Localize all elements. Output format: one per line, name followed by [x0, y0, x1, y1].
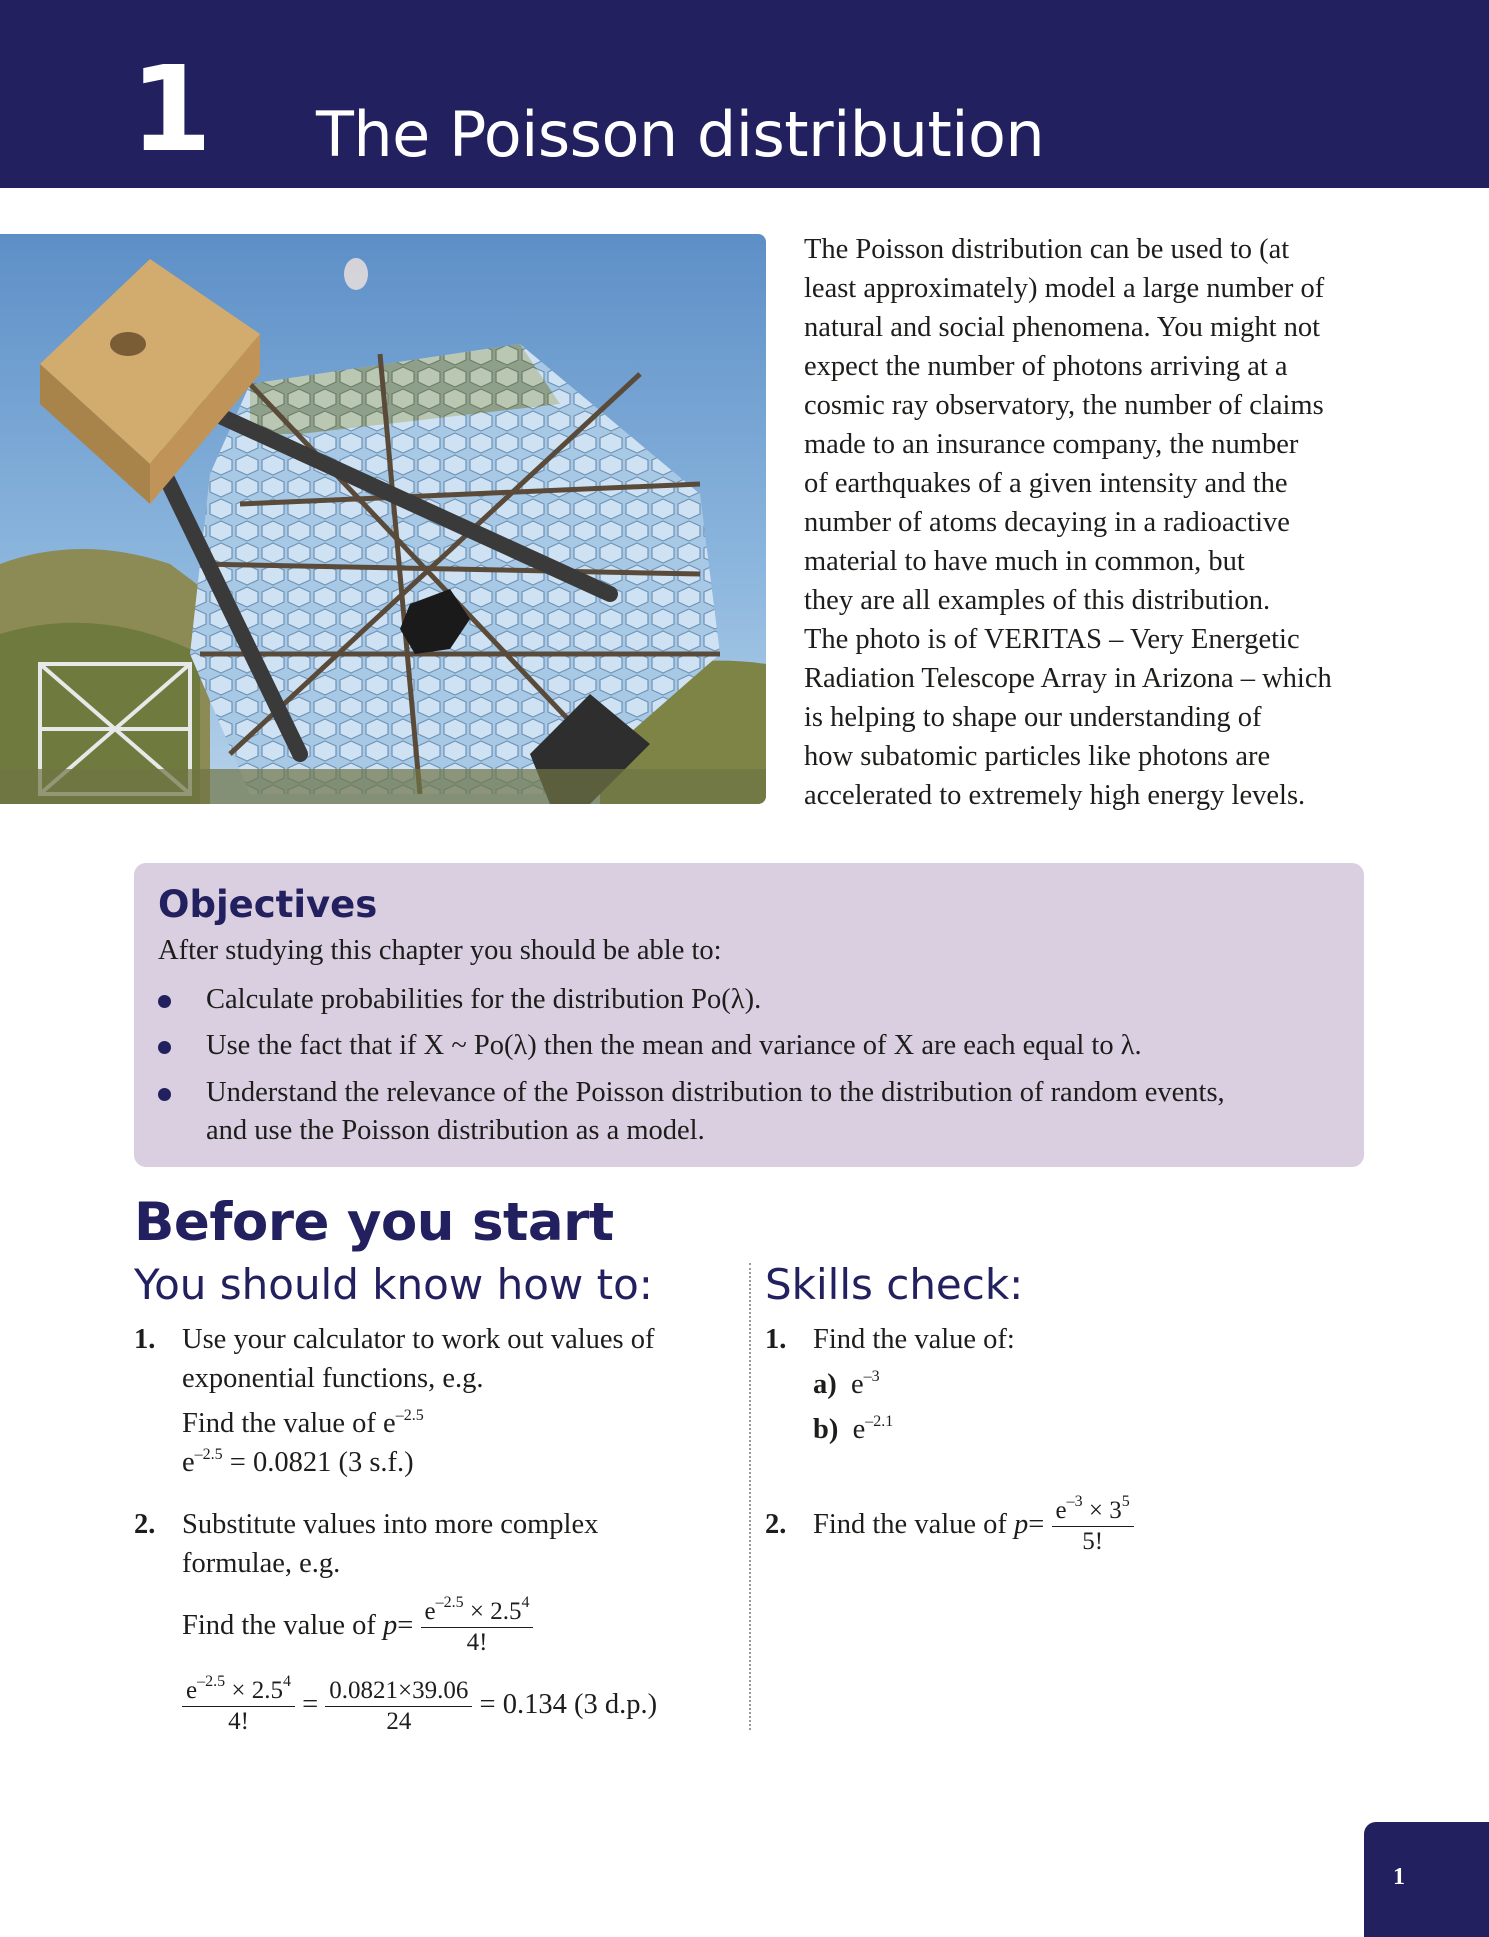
example-prompt-text: Find the value of — [182, 1610, 384, 1642]
exponent: –2.5 — [395, 1407, 424, 1424]
chapter-header — [0, 0, 1489, 188]
worked-solution — [182, 1673, 734, 1737]
item-text: Substitute values into more complex — [182, 1509, 599, 1540]
skills-check-item-2 — [765, 1493, 1365, 1557]
numerator — [1052, 1493, 1134, 1527]
base: e — [186, 1677, 198, 1704]
objective-text-continued: and use the Poisson distribution as a model. — [206, 1115, 705, 1146]
item-number: 2. — [134, 1509, 156, 1540]
sub-question-label: b) — [813, 1414, 839, 1445]
objectives-heading: Objectives — [158, 883, 378, 926]
example-prompt — [182, 1594, 734, 1658]
example-answer — [182, 1443, 734, 1482]
exponent: –2.5 — [194, 1446, 223, 1463]
item-text: exponential functions, e.g. — [182, 1363, 484, 1394]
objectives-intro: After studying this chapter you should be able to: — [158, 935, 722, 966]
intro-line: of earthquakes of a given intensity and the — [804, 468, 1288, 499]
chapter-number: 1 — [130, 40, 213, 178]
exponent: –2.1 — [865, 1413, 894, 1430]
denominator: 4! — [466, 1629, 488, 1656]
base: e — [182, 1447, 195, 1478]
equals-sign: = — [1028, 1509, 1045, 1541]
objective-text: Calculate probabilities for the distribution Po(λ). — [206, 984, 762, 1015]
intro-line: how subatomic particles like photons are — [804, 741, 1271, 772]
base: e — [1055, 1497, 1067, 1524]
intro-line: number of atoms decaying in a radioactive — [804, 507, 1290, 538]
item-text: formulae, e.g. — [182, 1548, 341, 1579]
equals-sign: = — [302, 1689, 319, 1721]
skills-check-heading: Skills check: — [765, 1260, 1024, 1309]
result-text: = 0.134 (3 d.p.) — [479, 1689, 658, 1721]
objective-item — [158, 1074, 1348, 1150]
fraction — [325, 1676, 472, 1737]
bullet-icon — [158, 1041, 171, 1054]
item-text: Use your calculator to work out values of — [182, 1324, 655, 1355]
intro-line: accelerated to extremely high energy levels. — [804, 780, 1306, 811]
objectives-box — [134, 863, 1364, 1167]
fraction — [421, 1594, 534, 1658]
intro-line: natural and social phenomena. You might not — [804, 312, 1321, 343]
exponent: –3 — [1066, 1493, 1083, 1510]
numerator: 0.0821×39.06 — [325, 1676, 472, 1707]
column-divider — [749, 1263, 751, 1730]
fraction — [1052, 1493, 1134, 1557]
equals-sign: = — [397, 1610, 414, 1642]
denominator: 5! — [1082, 1528, 1104, 1555]
numerator — [421, 1594, 534, 1628]
know-how-heading: You should know how to: — [134, 1260, 653, 1309]
before-you-start-heading: Before you start — [134, 1192, 614, 1253]
example-prompt-text: Find the value of e — [182, 1408, 396, 1439]
numerator-rest: × 2.5 — [463, 1598, 522, 1625]
question-text — [813, 1493, 1365, 1557]
answer-text: = 0.0821 (3 s.f.) — [222, 1447, 414, 1478]
bullet-icon — [158, 1088, 171, 1101]
denominator: 24 — [386, 1708, 412, 1735]
intro-line: cosmic ray observatory, the number of claims — [804, 390, 1324, 421]
sub-question-a — [813, 1365, 1365, 1404]
page-number: 1 — [1393, 1864, 1405, 1890]
intro-line: is helping to shape our understanding of — [804, 702, 1262, 733]
page-number-tab — [1364, 1822, 1489, 1937]
base: e — [852, 1414, 866, 1445]
denominator: 4! — [228, 1708, 249, 1735]
objective-text: Use the fact that if X ~ Po(λ) then the mean and variance of X are each equal to λ. — [206, 1030, 1142, 1061]
telescope-illustration — [0, 234, 766, 804]
know-how-item-2 — [134, 1505, 734, 1737]
example-prompt — [182, 1404, 734, 1443]
skills-check-item-1 — [765, 1320, 1365, 1449]
base: e — [424, 1598, 436, 1625]
item-number: 2. — [765, 1509, 787, 1540]
telescope-photo — [0, 234, 766, 804]
variable: p — [1014, 1509, 1029, 1541]
numerator-rest: × 2.5 — [225, 1677, 283, 1704]
intro-line: material to have much in common, but — [804, 546, 1245, 577]
numerator — [182, 1673, 295, 1707]
base: e — [851, 1369, 864, 1400]
know-how-item-1 — [134, 1320, 734, 1482]
exponent: –2.5 — [435, 1594, 464, 1611]
question-prefix: Find the value of — [813, 1509, 1015, 1541]
exponent: 4 — [282, 1673, 291, 1690]
intro-line: Radiation Telescope Array in Arizona – which — [804, 663, 1332, 694]
objective-item — [158, 981, 1348, 1019]
variable: p — [383, 1610, 398, 1642]
numerator-rest: × 3 — [1082, 1497, 1122, 1524]
intro-line: The Poisson distribution can be used to (at — [804, 234, 1290, 265]
objective-item — [158, 1027, 1348, 1065]
fraction — [182, 1673, 295, 1737]
sub-question-label: a) — [813, 1369, 837, 1400]
exponent: –2.5 — [197, 1673, 226, 1690]
item-number: 1. — [765, 1324, 787, 1355]
intro-line: they are all examples of this distribution. — [804, 585, 1271, 616]
item-number: 1. — [134, 1324, 156, 1355]
intro-line: The photo is of VERITAS – Very Energetic — [804, 624, 1300, 655]
exponent: –3 — [863, 1368, 880, 1385]
intro-paragraph — [804, 230, 1404, 815]
item-text: Find the value of: — [813, 1324, 1015, 1355]
chapter-title: The Poisson distribution — [316, 98, 1045, 171]
exponent: 4 — [521, 1594, 530, 1611]
exponent: 5 — [1121, 1493, 1130, 1510]
sub-question-b — [813, 1410, 1365, 1449]
intro-line: least approximately) model a large number of — [804, 273, 1325, 304]
bullet-icon — [158, 995, 171, 1008]
intro-line: expect the number of photons arriving at a — [804, 351, 1288, 382]
intro-line: made to an insurance company, the number — [804, 429, 1299, 460]
objective-text: Understand the relevance of the Poisson distribution to the distribution of random events, — [206, 1077, 1225, 1108]
